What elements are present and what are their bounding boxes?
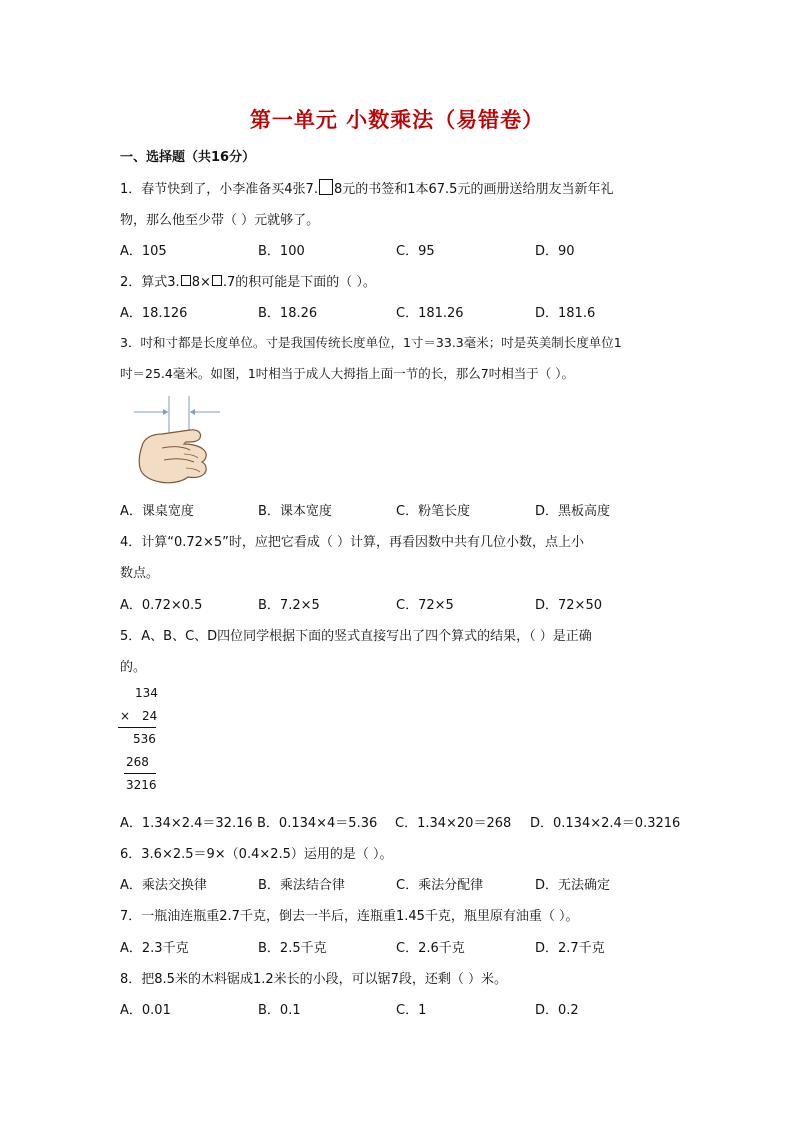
- page-title: 第一单元 小数乘法（易错卷）: [249, 108, 545, 132]
- question-4-option-a[interactable]: A．0.72×0.5: [120, 598, 203, 613]
- question-2-option-b[interactable]: B．18.26: [258, 306, 318, 321]
- calc-times-sign: ×: [120, 709, 131, 723]
- digit-box: [319, 179, 333, 195]
- question-5-option-b[interactable]: B．0.134×4＝5.36: [257, 816, 378, 831]
- section-heading: 一、选择题（共16分）: [120, 150, 256, 165]
- thumb-illustration: [134, 392, 234, 492]
- question-7-line-1: 7．一瓶油连瓶重2.7千克，倒去一半后，连瓶重1.45千克，瓶里原有油重（ ）。: [120, 909, 579, 924]
- question-2-line-1: [120, 271, 376, 290]
- question-6-option-b[interactable]: B．乘法结合律: [258, 878, 345, 893]
- question-5-line-2: 的。: [120, 660, 147, 675]
- question-7-option-d[interactable]: D．2.7千克: [535, 941, 605, 956]
- question-8-option-b[interactable]: B．0.1: [258, 1003, 301, 1018]
- question-1-text-a: 1．春节快到了，小李准备买4张7.: [120, 182, 318, 197]
- question-8-line-1: 8．把8.5米的木料锯成1.2米长的小段，可以锯7段，还剩（ ）米。: [120, 972, 508, 987]
- question-8-option-a[interactable]: A．0.01: [120, 1003, 171, 1018]
- digit-box: [212, 275, 222, 286]
- question-1-option-a[interactable]: A．105: [120, 244, 167, 259]
- question-6-option-c[interactable]: C．乘法分配律: [396, 878, 484, 893]
- question-3-option-b[interactable]: B．课本宽度: [258, 504, 332, 519]
- question-8-option-d[interactable]: D．0.2: [535, 1003, 579, 1018]
- question-6-option-d[interactable]: D．无法确定: [535, 878, 611, 893]
- question-2-text-b: 8×: [191, 275, 211, 290]
- question-7-option-c[interactable]: C．2.6千克: [396, 941, 465, 956]
- digit-box: [181, 275, 191, 286]
- question-2-text-c: .7的积可能是下面的（ ）。: [222, 275, 376, 290]
- vertical-multiplication: [118, 686, 178, 796]
- question-4-option-d[interactable]: D．72×50: [535, 598, 602, 613]
- question-3-line-1: 3．吋和寸都是长度单位。寸是我国传统长度单位，1寸＝33.3毫米；吋是英美制长度单位1: [120, 335, 622, 350]
- question-1-option-c[interactable]: C．95: [396, 244, 435, 259]
- calc-row-4: 268: [126, 755, 149, 769]
- question-7-option-b[interactable]: B．2.5千克: [258, 941, 327, 956]
- thumb-figure: [134, 392, 234, 492]
- calc-row-2: 24: [142, 709, 158, 723]
- question-3-option-a[interactable]: A．课桌宽度: [120, 504, 194, 519]
- calc-row-1: 134: [135, 686, 158, 700]
- question-3-line-2: 吋＝25.4毫米。如图，1吋相当于成人大拇指上面一节的长，那么7吋相当于（ ）。: [120, 366, 574, 381]
- question-1-text-b: 8元的书签和1本67.5元的画册送给朋友当新年礼: [333, 182, 614, 197]
- question-5-option-a[interactable]: A．1.34×2.4＝32.16: [120, 816, 253, 831]
- calc-row-5: 3216: [126, 778, 157, 792]
- question-2-option-c[interactable]: C．181.26: [396, 306, 464, 321]
- question-1-line-1: [120, 178, 613, 197]
- question-8-option-c[interactable]: C．1: [396, 1003, 427, 1018]
- question-2-text-a: 2．算式3.: [120, 275, 180, 290]
- question-5-line-1: 5．A、B、C、D四位同学根据下面的竖式直接写出了四个算式的结果，（ ）是正确: [120, 629, 592, 644]
- question-4-line-2: 数点。: [120, 566, 160, 581]
- calc-rule: [118, 727, 156, 728]
- question-1-option-b[interactable]: B．100: [258, 244, 305, 259]
- question-7-option-a[interactable]: A．2.3千克: [120, 941, 189, 956]
- question-4-option-b[interactable]: B．7.2×5: [258, 598, 320, 613]
- calc-rule: [124, 773, 156, 774]
- question-5-option-c[interactable]: C．1.34×20＝268: [395, 816, 512, 831]
- question-3-option-d[interactable]: D．黑板高度: [535, 504, 611, 519]
- question-6-option-a[interactable]: A．乘法交换律: [120, 878, 207, 893]
- question-3-option-c[interactable]: C．粉笔长度: [396, 504, 471, 519]
- question-5-option-d[interactable]: D．0.134×2.4＝0.3216: [530, 816, 681, 831]
- question-6-line-1: 6．3.6×2.5＝9×（0.4×2.5）运用的是（ ）。: [120, 847, 393, 862]
- question-2-option-a[interactable]: A．18.126: [120, 306, 188, 321]
- question-4-line-1: 4．计算“0.72×5”时，应把它看成（ ）计算，再看因数中共有几位小数，点上小: [120, 535, 584, 550]
- question-4-option-c[interactable]: C．72×5: [396, 598, 454, 613]
- question-1-option-d[interactable]: D．90: [535, 244, 575, 259]
- calc-row-3: 536: [133, 732, 156, 746]
- question-1-line-2: 物，那么他至少带（ ）元就够了。: [120, 213, 320, 228]
- question-2-option-d[interactable]: D．181.6: [535, 306, 596, 321]
